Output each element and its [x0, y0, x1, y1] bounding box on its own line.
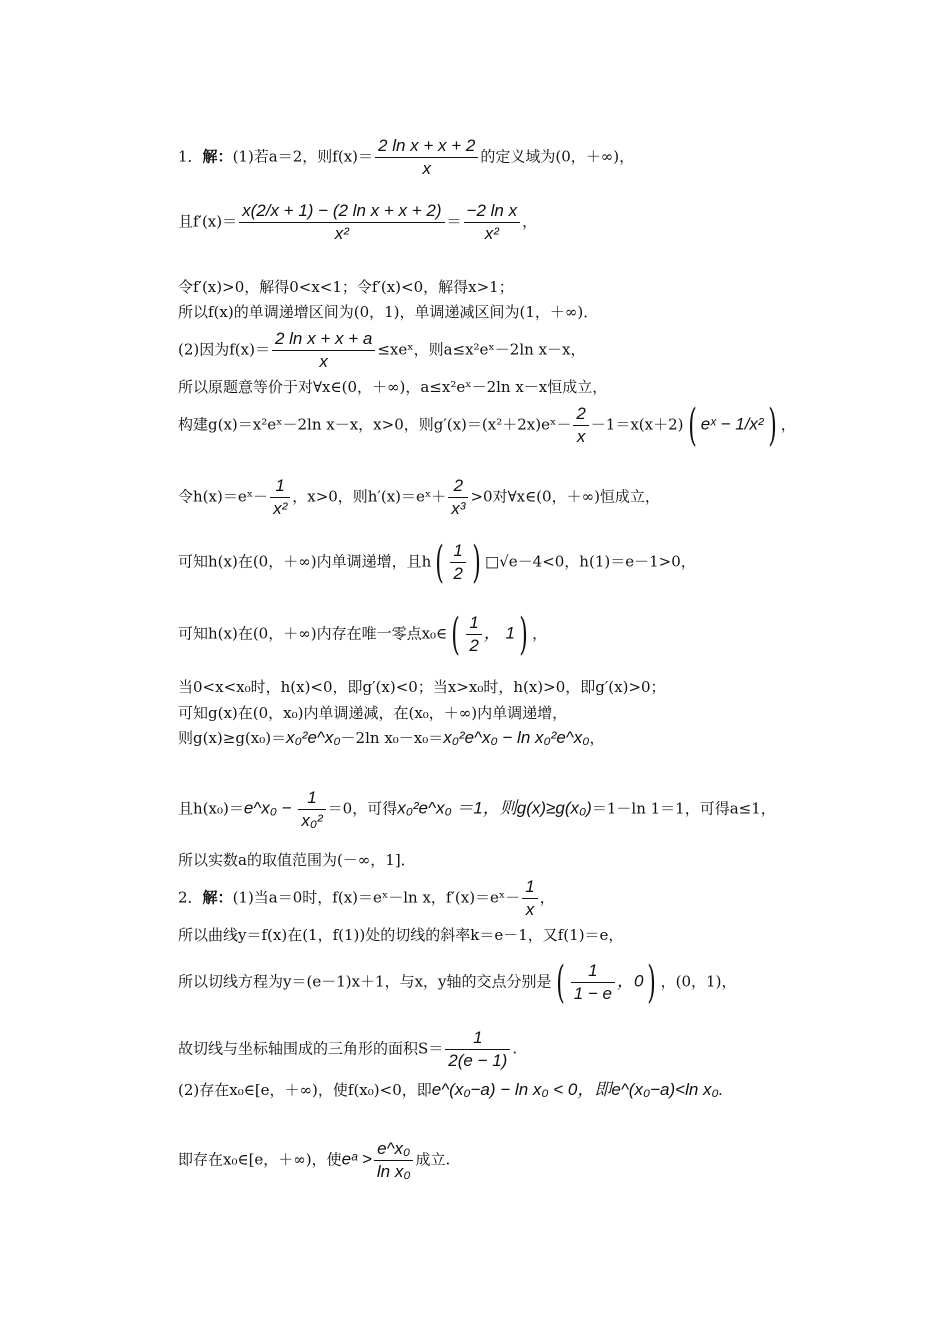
text-segment: －2ln x₀－x₀＝ — [340, 729, 444, 747]
fraction — [239, 200, 444, 245]
fraction — [448, 475, 468, 520]
denominator: x — [576, 427, 586, 446]
paren-glyph: ( — [435, 536, 445, 588]
text-segment: 故切线与坐标轴围成的三角形的面积S＝ — [178, 1039, 444, 1058]
text-segment: 且f′(x)＝ — [178, 212, 238, 231]
numerator: 1 — [571, 960, 615, 983]
denominator: 2 — [469, 636, 479, 655]
numerator: 2 ln x + x + 2 — [375, 135, 478, 158]
fraction — [298, 787, 325, 832]
line-17: 所以曲线y＝f(x)在(1，f(1))处的切线的斜率k＝e－1，又f(1)＝e， — [178, 926, 624, 944]
text-segment: (2)存在x₀∈[e，＋∞)，使f(x₀)<0，即 — [178, 1081, 432, 1099]
text-segment: 成立. — [415, 1150, 451, 1169]
line-8 — [178, 475, 800, 520]
fraction — [375, 135, 478, 180]
text-segment: ， 1 — [483, 623, 515, 643]
text-segment: x₀²e^x₀ — [286, 728, 341, 747]
line-12: 可知g(x)在(0，x₀)内单调递减，在(x₀，＋∞)内单调递增， — [178, 704, 568, 722]
line-20 — [178, 1080, 800, 1100]
numerator: 1 — [450, 540, 465, 563]
denominator: x — [525, 900, 535, 919]
line-1 — [178, 135, 800, 180]
text-segment: ， — [780, 415, 796, 434]
fraction — [522, 876, 537, 921]
paren-glyph: ( — [687, 399, 697, 451]
text-segment: 构建g(x)＝x²eˣ－2ln x－x，x>0，则g′(x)＝(x²＋2x)eˣ－ — [178, 415, 572, 434]
paren-glyph: ) — [519, 608, 528, 660]
text-segment: －1＝x(x＋2) — [590, 415, 684, 434]
paren-glyph: ) — [472, 536, 481, 588]
fraction — [573, 403, 588, 448]
line-10 — [178, 608, 800, 660]
text-segment: (1)若a＝2，则f(x)＝ — [232, 147, 374, 166]
text-segment: 所以切线方程为y＝(e－1)x＋1，与x，y轴的交点分别是 — [178, 972, 552, 991]
text-segment: 的定义域为(0，＋∞)， — [480, 147, 635, 166]
text-segment: 可知h(x)在(0，＋∞)内存在唯一零点x₀∈ — [178, 624, 448, 643]
text-segment: eˣ − 1/x² — [700, 414, 764, 434]
line-21 — [178, 1138, 800, 1183]
fraction — [571, 960, 615, 1005]
text-segment: 可知h(x)在(0，＋∞)内单调递增，且h — [178, 552, 432, 571]
paren-glyph: ( — [451, 608, 461, 660]
line-3: 令f′(x)>0，解得0<x<1；令f′(x)<0，解得x>1； — [178, 278, 514, 296]
fraction — [374, 1138, 414, 1183]
paren-glyph: ) — [767, 399, 777, 451]
text-segment: ，0 — [617, 971, 644, 991]
numerator: 1 — [466, 612, 481, 635]
text-segment: (1)当a＝0时，f(x)＝eˣ－ln x，f′(x)＝eˣ－ — [232, 888, 521, 907]
fraction — [450, 540, 465, 585]
text-segment: □√e－4<0，h(1)＝e－1>0， — [485, 552, 696, 571]
text-segment: x₀²e^x₀ ＝1，则g(x)≥g(x₀) — [397, 798, 592, 818]
text-segment: 且h(x₀)＝ — [178, 799, 244, 818]
text-segment: e^x₀ − — [243, 798, 297, 818]
text-segment: 即存在x₀∈[e，＋∞)，使 — [178, 1150, 342, 1169]
denominator: x — [319, 352, 328, 371]
line-5 — [178, 328, 800, 373]
line-15: 所以实数a的取值范围为(－∞，1]． — [178, 851, 416, 869]
numerator: 2 — [448, 475, 468, 498]
numerator: −2 ln x — [464, 200, 521, 223]
text-segment: >0对∀x∈(0，＋∞)恒成立， — [470, 487, 660, 506]
denominator: x² — [334, 224, 349, 243]
text-segment: ＝0，可得 — [327, 799, 398, 818]
text-segment: 则g(x)≥g(x₀)＝ — [178, 729, 287, 747]
numerator: 1 — [270, 475, 290, 498]
text-segment: ，x>0，则h′(x)＝eˣ＋ — [292, 487, 447, 506]
item-number: 1． — [178, 147, 203, 166]
paren-glyph: ) — [647, 956, 657, 1008]
numerator: e^x₀ — [374, 1138, 414, 1161]
text-segment: ， — [589, 729, 605, 747]
text-segment: 即e^(x₀−a)<ln x₀. — [594, 1080, 724, 1099]
line-4: 所以f(x)的单调递增区间为(0，1)，单调递减区间为(1，＋∞)． — [178, 303, 599, 321]
denominator: 1 − e — [573, 984, 613, 1003]
denominator: x₀² — [301, 811, 323, 830]
fraction — [270, 475, 290, 520]
line-11: 当0<x<x₀时，h(x)<0，即g′(x)<0；当x>x₀时，h(x)>0，即g′(x)>0； — [178, 678, 666, 696]
denominator: x² — [273, 499, 288, 518]
text-segment: ＝1－ln 1＝1，可得a≤1， — [591, 799, 776, 818]
line-7 — [178, 399, 800, 451]
line-16 — [178, 876, 800, 921]
denominator: x³ — [451, 499, 466, 518]
denominator: x — [422, 159, 431, 178]
text-segment: 令h(x)＝eˣ－ — [178, 487, 269, 506]
numerator: x(2/x + 1) − (2 ln x + x + 2) — [239, 200, 444, 223]
text-segment: ≤xeˣ，则a≤x²eˣ－2ln x－x， — [377, 340, 586, 359]
denominator: x² — [484, 224, 499, 243]
numerator: 1 — [445, 1027, 510, 1050]
paren-glyph: ( — [555, 956, 565, 1008]
denominator: 2(e − 1) — [448, 1051, 508, 1070]
fraction — [464, 200, 521, 245]
line-6: 所以原题意等价于对∀x∈(0，＋∞)，a≤x²eˣ－2ln x－x恒成立， — [178, 378, 608, 396]
line-18 — [178, 956, 800, 1008]
text-segment: eᵃ > — [341, 1149, 372, 1169]
item-number: 2． — [178, 888, 203, 907]
text-segment: (2)因为f(x)＝ — [178, 340, 270, 359]
denominator: 2 — [453, 564, 463, 583]
line-9 — [178, 536, 800, 588]
numerator: 2 ln x + x + a — [272, 328, 375, 351]
text-segment: ， — [539, 888, 555, 907]
fraction — [272, 328, 375, 373]
text-segment: ， — [532, 624, 548, 643]
text-segment: ，(0，1)， — [660, 972, 737, 991]
numerator: 1 — [522, 876, 537, 899]
numerator: 2 — [573, 403, 588, 426]
numerator: 1 — [298, 787, 325, 810]
line-19 — [178, 1027, 800, 1072]
fraction — [445, 1027, 510, 1072]
solution-label: 解： — [202, 888, 233, 907]
fraction — [466, 612, 481, 657]
solution-label: 解： — [202, 147, 233, 166]
text-segment: e^(x₀−a) − ln x₀ < 0， — [431, 1080, 595, 1099]
text-segment: ＝ — [446, 212, 462, 231]
denominator: ln x₀ — [376, 1162, 411, 1181]
text-segment: ， — [522, 212, 538, 231]
line-13 — [178, 728, 800, 748]
line-14 — [178, 787, 800, 832]
text-segment: . — [512, 1039, 518, 1058]
text-segment: x₀²e^x₀ − ln x₀²e^x₀ — [443, 728, 590, 747]
line-2 — [178, 200, 800, 245]
